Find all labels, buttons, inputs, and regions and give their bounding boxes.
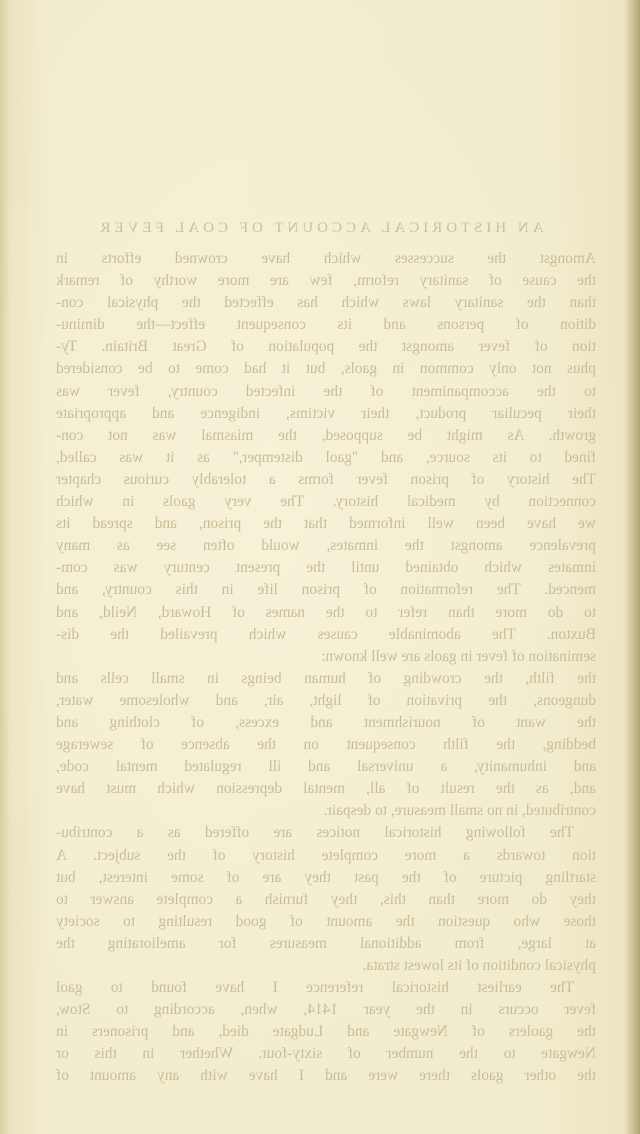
text-line: and inhumanity, a universal and ill regulated mental code, [56, 758, 596, 776]
text-line: contributed, in no small measure, to despair. [323, 802, 596, 820]
text-line: and, as the result of all, mental depression which must have [56, 780, 596, 798]
text-line: tion of fever amongst the population of Great Britain. Ty- [56, 338, 596, 356]
text-line: inmates which obtained until the present century was com- [56, 559, 596, 577]
text-line: to the accompaniment of the infected country, fever was [56, 382, 596, 400]
text-line: the other gaols there were and I have with any amount of [56, 1067, 596, 1085]
text-line: menced. The reformation of prison life in this country, and [56, 581, 596, 599]
text-line: The following historical notices are offered as a contribu- [56, 824, 574, 842]
text-line: phus not only common in gaols, but it had come to be considered [56, 360, 596, 378]
text-line: The earliest historical reference I have found to gaol [56, 979, 574, 997]
page-left-edge [0, 0, 10, 1134]
page-gutter-shadow [624, 0, 640, 1134]
page-header-bleed-through: AN HISTORICAL ACCOUNT OF COAL FEVER [96, 220, 544, 236]
text-line: the cause of sanitary reform, few are more worthy of remark [56, 272, 596, 290]
text-line: dition of persons and its consequent effect—the diminu- [56, 316, 596, 334]
text-line: tion towards a more complete history of the subject. A [56, 846, 596, 864]
text-line: those who question the amount of good resulting to society [56, 912, 596, 930]
text-line: they do more than this, they furnish a complete answer to [56, 890, 596, 908]
bleed-through-text [56, 248, 596, 1088]
text-line: semination of fever in gaols are well known: [321, 647, 596, 665]
text-line: startling picture of the past they are of some interest, but [56, 868, 596, 886]
text-line: we have been well informed that the prison, and spread its [56, 515, 596, 533]
text-line: the filth, the crowding of human beings in small cells and [56, 669, 596, 687]
text-line: physical condition of its lowest strata. [362, 957, 596, 974]
text-line: growth. As might be supposed, the miasmal was not con- [56, 426, 596, 444]
text-line: the want of nourishment and excess, of clothing and [56, 713, 596, 731]
text-line: fever occurs in the year 1414, when, according to Stow, [56, 1001, 596, 1019]
text-line: Amongst the successes which have crowned efforts in [56, 250, 596, 267]
text-line: connection by medical history. The very gaols in which [56, 493, 596, 511]
text-line: at large, from additional measures for ameliorating the [56, 934, 596, 952]
text-line: dungeons, the privation of light, air, and wholesome water, [56, 691, 596, 709]
text-line: the gaolers of Newgate and Ludgate died, and prisoners in [56, 1023, 596, 1041]
text-line: bedding, the filth consequent on the absence of sewerage [56, 736, 596, 754]
text-line: their peculiar product, their victims, indigence and appropriate [56, 404, 596, 422]
text-line: to do more than refer to the names of Howard, Neild, and [56, 603, 596, 621]
text-line: prevalence amongst the inmates, would often see as many [56, 537, 596, 555]
text-line: The history of prison fever forms a tolerably curious chapter [56, 470, 596, 488]
text-line: fined to its source, and "gaol distemper," as it was called, [56, 448, 596, 466]
text-line: than the sanitary laws which has effected the physical con- [56, 294, 596, 312]
text-line: Buxton. The abominable causes which prevailed the dis- [56, 625, 596, 643]
text-line: Newgate to the number of sixty-four. Whether in this or [56, 1045, 596, 1063]
